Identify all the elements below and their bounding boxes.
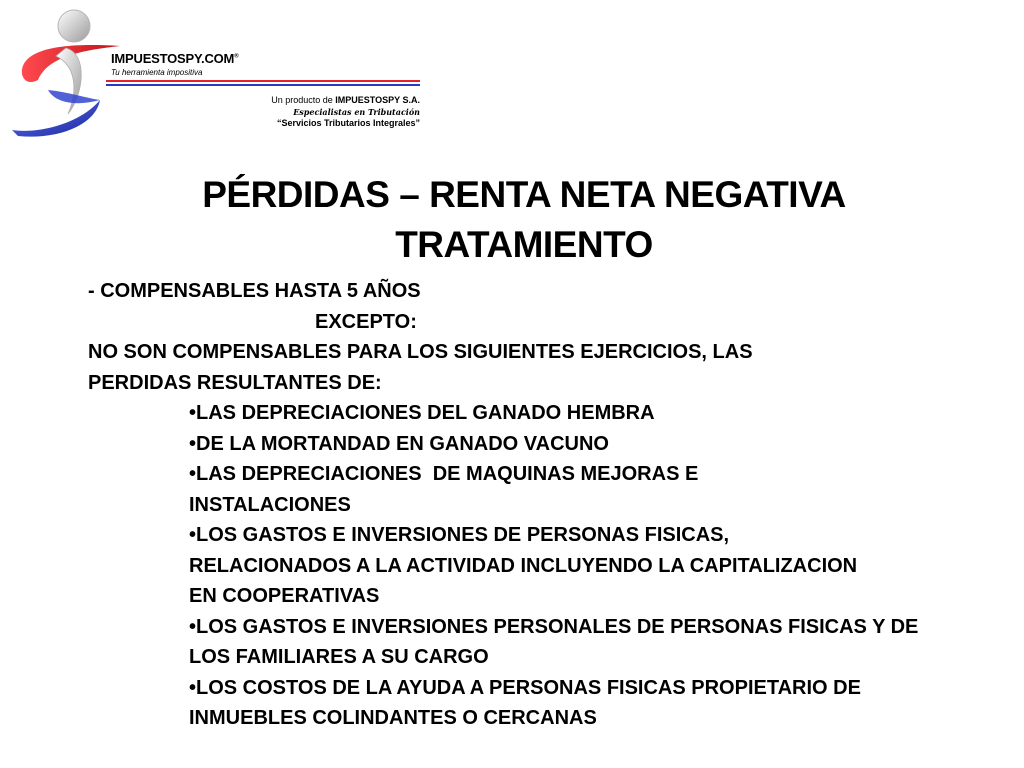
impuestospy-logo-icon: [8, 6, 128, 140]
bullet-icon: •: [189, 615, 197, 638]
header-divider-red: [106, 80, 420, 82]
brand-name: [111, 51, 238, 66]
loss-exceptions-list: [88, 398, 988, 734]
slide-body: [88, 276, 988, 734]
not-compensable-line-1: NO SON COMPENSABLES PARA LOS SIGUIENTES EJERCICIOS, LAS: [88, 341, 753, 363]
slide-title-line-1: PÉRDIDAS – RENTA NETA NEGATIVA: [202, 174, 846, 215]
bullet-icon: •: [189, 432, 197, 455]
list-item-text: LOS GASTOS E INVERSIONES PERSONALES DE PERSONAS FISICAS Y DE LOS FAMILIARES A SU CARGO: [189, 615, 919, 668]
list-item-text: LAS DEPRECIACIONES DE MAQUINAS MEJORAS E INSTALACIONES: [189, 463, 704, 516]
list-item-text: LOS GASTOS E INVERSIONES DE PERSONAS FISICAS, RELACIONADOS A LA ACTIVIDAD INCLUYENDO LA CAPITALIZACION EN COOPERATIVAS: [189, 524, 858, 607]
list-item-text: LOS COSTOS DE LA AYUDA A PERSONAS FISICAS PROPIETARIO DE INMUEBLES COLINDANTES O CERCANAS: [189, 676, 861, 729]
list-item: [189, 398, 969, 429]
intro-line: - COMPENSABLES HASTA 5 AÑOS: [88, 280, 421, 302]
specialists-line: Especialistas en Tributación: [293, 107, 420, 117]
list-item: [189, 429, 969, 460]
list-item: [189, 459, 849, 520]
brand-name-text: IMPUESTOSPY.COM: [111, 51, 235, 66]
product-company: IMPUESTOSPY S.A.: [335, 95, 420, 105]
list-item-text: LAS DEPRECIACIONES DEL GANADO HEMBRA: [196, 402, 655, 424]
not-compensable-line-2: PERDIDAS RESULTANTES DE:: [88, 371, 382, 394]
list-item-text: DE LA MORTANDAD EN GANADO VACUNO: [196, 432, 609, 455]
brand-tagline: Tu herramienta impositiva: [111, 68, 203, 77]
bullet-icon: •: [189, 676, 197, 699]
header-divider-blue: [106, 84, 420, 86]
services-line: “Servicios Tributarios Integrales”: [276, 118, 420, 128]
exception-label: EXCEPTO:: [315, 310, 417, 333]
product-prefix: Un producto de: [271, 95, 336, 105]
slide-title: [0, 170, 1024, 270]
registered-mark: ®: [234, 53, 239, 60]
bullet-icon: •: [189, 402, 197, 424]
bullet-icon: •: [189, 463, 197, 485]
bullet-icon: •: [189, 524, 197, 546]
slide-title-line-2: TRATAMIENTO: [395, 224, 653, 265]
list-item: [189, 612, 959, 673]
list-item: [189, 520, 889, 612]
list-item: [189, 673, 959, 734]
product-line: [271, 95, 420, 105]
